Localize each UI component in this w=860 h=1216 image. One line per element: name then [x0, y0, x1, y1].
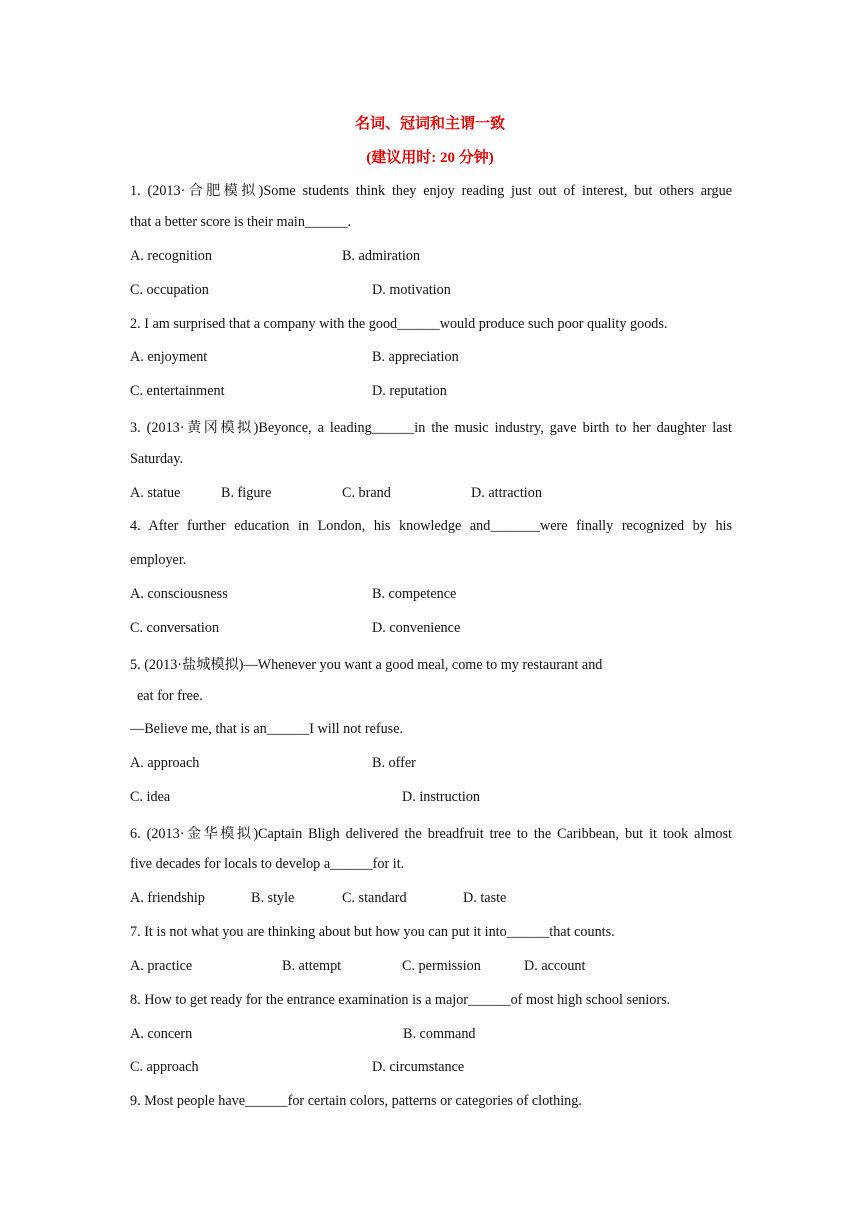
question-6-option-d: D. taste	[463, 890, 507, 906]
question-1-option-c: C. occupation	[130, 282, 209, 298]
question-7-option-a: A. practice	[130, 958, 193, 974]
question-4-option-a: A. consciousness	[130, 586, 228, 602]
question-5-option-a: A. approach	[130, 755, 200, 771]
question-3-line-1: 3. (2013·黄冈模拟)Beyonce, a leading______in the music industry, gave birth to her daughter last	[130, 420, 732, 436]
question-2-option-b: B. appreciation	[372, 349, 459, 365]
question-5-option-d: D. instruction	[402, 789, 481, 805]
question-3-option-a: A. statue	[130, 485, 181, 501]
question-7-option-d: D. account	[524, 958, 586, 974]
question-5-option-b: B. offer	[372, 755, 416, 771]
question-6-option-c: C. standard	[342, 890, 407, 906]
question-5-option-c: C. idea	[130, 789, 171, 805]
question-1-option-b: B. admiration	[342, 248, 421, 264]
question-1-line-2: that a better score is their main______.	[130, 214, 352, 230]
question-8-option-c: C. approach	[130, 1059, 199, 1075]
question-3-option-c: C. brand	[342, 485, 391, 501]
page-title: 名词、冠词和主谓一致	[354, 116, 505, 132]
question-5-line-1: 5. (2013·盐城模拟)—Whenever you want a good meal, come to my restaurant and	[130, 657, 603, 673]
question-4-line-1: 4. After further education in London, his knowledge and_______were finally recognized by his	[130, 518, 732, 534]
question-3-line-2: Saturday.	[130, 451, 184, 467]
question-7-line-1: 7. It is not what you are thinking about but how you can put it into______that counts.	[130, 924, 615, 940]
question-4-option-b: B. competence	[372, 586, 457, 602]
question-2-option-a: A. enjoyment	[130, 349, 208, 365]
question-1-option-a: A. recognition	[130, 248, 212, 264]
question-8-option-d: D. circumstance	[372, 1059, 465, 1075]
question-8-option-a: A. concern	[130, 1026, 193, 1042]
question-9-line-1: 9. Most people have______for certain colors, patterns or categories of clothing.	[130, 1093, 582, 1109]
question-6-line-1: 6. (2013·金华模拟)Captain Bligh delivered the breadfruit tree to the Caribbean, but it took almost	[130, 826, 732, 842]
question-4-line-2: employer.	[130, 552, 187, 568]
question-6-option-b: B. style	[251, 890, 295, 906]
question-5-line-2: eat for free.	[137, 688, 203, 704]
question-1-line-1: 1. (2013·合肥模拟)Some students think they enjoy reading just out of interest, but others argue	[130, 183, 732, 199]
question-6-line-2: five decades for locals to develop a______for it.	[130, 856, 405, 872]
question-2-option-d: D. reputation	[372, 383, 447, 399]
question-3-option-b: B. figure	[221, 485, 272, 501]
question-7-option-c: C. permission	[402, 958, 481, 974]
suggested-time: (建议用时: 20 分钟)	[366, 150, 494, 166]
question-3-option-d: D. attraction	[471, 485, 542, 501]
question-6-option-a: A. friendship	[130, 890, 205, 906]
question-8-line-1: 8. How to get ready for the entrance examination is a major______of most high school seniors.	[130, 992, 671, 1008]
question-7-option-b: B. attempt	[282, 958, 342, 974]
question-2-line-1: 2. I am surprised that a company with the good______would produce such poor quality goods.	[130, 316, 668, 332]
question-5-line-3: —Believe me, that is an______I will not refuse.	[130, 721, 404, 737]
question-8-option-b: B. command	[403, 1026, 476, 1042]
question-2-option-c: C. entertainment	[130, 383, 225, 399]
question-1-option-d: D. motivation	[372, 282, 451, 298]
question-4-option-c: C. conversation	[130, 620, 220, 636]
question-4-option-d: D. convenience	[372, 620, 461, 636]
